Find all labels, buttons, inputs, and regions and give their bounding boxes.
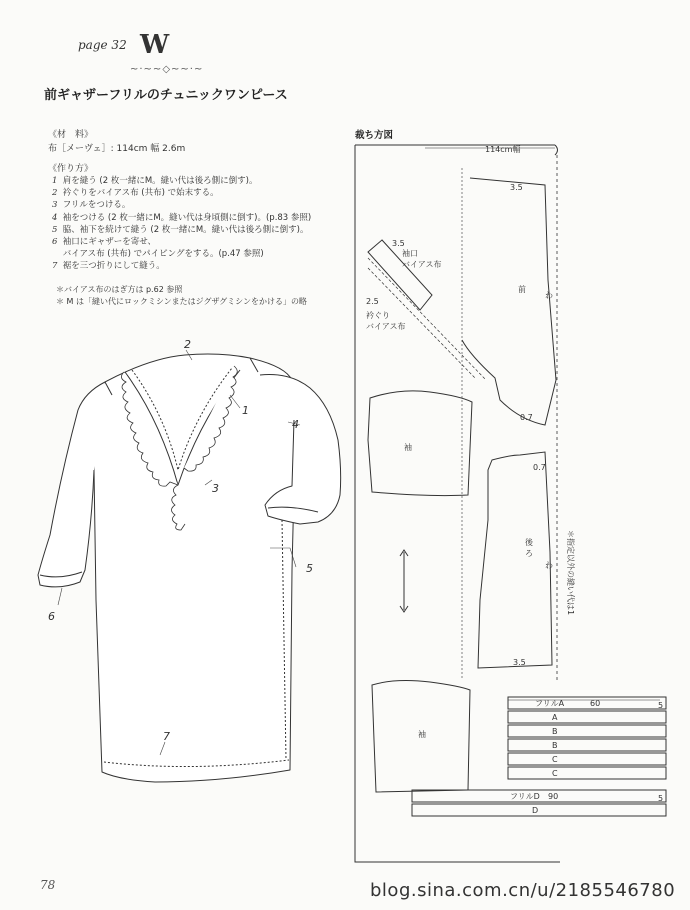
frill-d-seam: 5 [658,794,664,803]
frill-row: C [552,769,558,778]
step-item: 4 袖をつける (2 枚一緒にM。縫い代は身頃側に倒す)。(p.83 参照) [52,212,312,223]
frill-row: B [552,727,558,736]
step-item: 3 フリルをつける。 [52,200,131,211]
bias-cuff-label-2: バイアス布 [402,260,442,269]
frill-row: C [552,755,558,764]
back-piece [478,452,552,668]
callout-6: 6 [48,610,55,623]
step-item: 5 脇、袖下を続けて縫う (2 枚一緒にM。縫い代は後ろ側に倒す)。 [52,224,309,235]
sleeve-label: 袖 [404,443,412,452]
callout-7: 7 [163,730,170,743]
bias-seam-35: 3.5 [392,239,405,248]
frill-a-label: フリルA [535,699,565,708]
bias-neck-label-1: 衿ぐり [366,311,390,320]
bias-seam-25: 2.5 [366,297,379,306]
pattern-letter: W [140,30,170,60]
callout-2: 2 [184,338,191,351]
steps-heading: 《作り方》 [48,164,94,174]
front-label: 前 [518,285,526,294]
frill-d-width: 90 [548,792,559,801]
back-label-1: 後 [525,538,533,547]
ornament-divider: ~·~~◇~~·~ [130,64,204,75]
page-title: 前ギャザーフリルのチュニックワンピース [44,88,288,103]
callout-1: 1 [242,404,249,417]
frill-a-strip [508,767,666,779]
step-item: 2 衿ぐりをバイアス布 (共布) で始末する。 [52,188,219,199]
step-item: バイアス布 (共布) でパイピングをする。(p.47 参照) [62,249,264,260]
note-item: ＊バイアス布のはぎ方は p.62 参照 [56,285,183,294]
frill-a-strip [508,711,666,723]
frill-row: A [552,713,558,722]
layout-title: 裁ち方図 [355,130,394,141]
sleeve-piece [368,391,472,496]
frill-a-strip [508,697,666,709]
frill-a-strip [508,725,666,737]
bias-cuff-label-1: 袖口 [402,249,418,258]
step-item: 6 袖口にギャザーを寄せ、 [52,237,156,248]
fold-label: わ [545,291,553,300]
materials-heading: 《材 料》 [48,130,94,140]
page-number: 78 [40,878,56,892]
back-label-2: ろ [525,549,533,558]
page-label: page 32 [78,38,127,52]
allowance-note: ＊指定以外の縫い代は1 [566,530,575,616]
frill-row: D [532,806,539,815]
seam-07: 0.7 [520,413,533,422]
callout-3: 3 [212,482,219,495]
frill-d-strip [412,804,666,816]
step-item: 1 肩を縫う (2 枚一緒にM。縫い代は後ろ側に倒す)。 [52,176,258,186]
note-item: ＊ M は「縫い代にロックミシンまたはジグザグミシンをかける」の略 [56,297,307,306]
frill-a-seam: 5 [658,701,664,710]
frill-a-strip [508,753,666,765]
fold-label: わ [545,561,553,570]
sleeve-label: 袖 [418,730,426,739]
fabric-outline [355,145,560,862]
step-item: 7 裾を三つ折りにして縫う。 [52,261,165,272]
frill-a-strip [508,739,666,751]
frill-a-width: 60 [590,699,601,708]
front-piece [462,178,556,425]
materials-fabric: 布［メーヴェ］: 114cm 幅 2.6m [48,144,186,154]
frill-d-label: フリルD [510,792,540,801]
seam-35: 3.5 [510,183,523,192]
bias-neck-label-2: バイアス布 [366,322,406,331]
width-label: 114cm幅 [485,145,521,154]
callout-4: 4 [292,418,299,431]
watermark: blog.sina.com.cn/u/2185546780 [370,880,676,901]
seam-07: 0.7 [533,463,546,472]
frill-row: B [552,741,558,750]
callout-5: 5 [306,562,313,575]
seam-35: 3.5 [513,658,526,667]
